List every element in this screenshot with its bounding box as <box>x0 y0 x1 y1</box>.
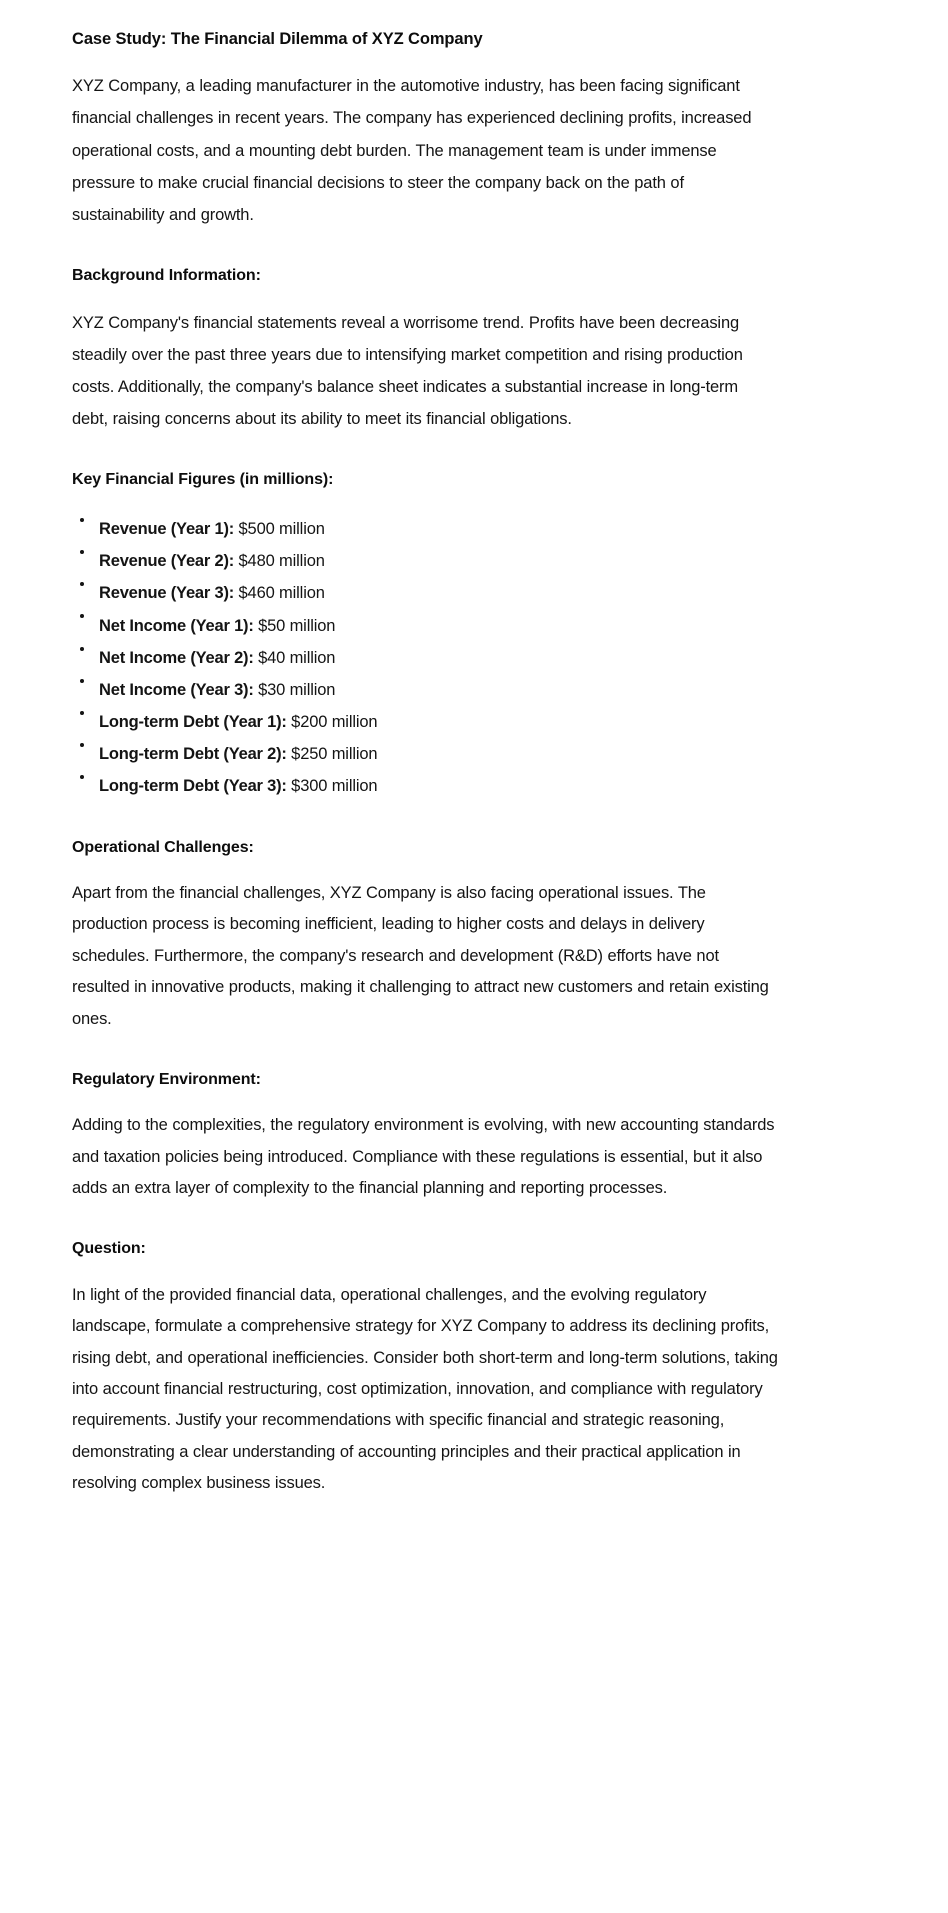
figure-label: Revenue (Year 1): <box>99 520 235 538</box>
page-title: Case Study: The Financial Dilemma of XYZ Company <box>72 30 483 48</box>
bullet-icon <box>80 550 84 554</box>
bullet-icon <box>80 711 84 715</box>
figure-value: $200 million <box>291 713 378 732</box>
bullet-icon <box>80 518 84 522</box>
list-item <box>72 674 778 706</box>
regulatory-environment-paragraph: Adding to the complexities, the regulatory environment is evolving, with new accounting standards and taxation policies being introduced. Compliance with these regulations is essential, but it also adds an extra layer of complexity to the financial planning and reporting processes. <box>72 1116 775 1198</box>
figure-value: $480 million <box>238 552 325 571</box>
bullet-icon <box>80 647 84 651</box>
figure-value: $460 million <box>238 584 325 603</box>
section-heading-question: Question: <box>72 1240 146 1258</box>
bullet-icon <box>80 614 84 618</box>
list-item <box>72 545 778 577</box>
figure-label: Revenue (Year 3): <box>99 584 235 603</box>
figure-value: $250 million <box>291 745 378 764</box>
section-heading-operational-challenges: Operational Challenges: <box>72 838 254 856</box>
figure-label: Long-term Debt (Year 2): <box>99 745 287 764</box>
bullet-icon <box>80 582 84 586</box>
list-item <box>72 738 778 770</box>
figure-label: Net Income (Year 2): <box>99 648 254 667</box>
operational-challenges-paragraph: Apart from the financial challenges, XYZ Company is also facing operational issues. The production process is becoming inefficient, leading to higher costs and delays in delivery schedules. Furthermore, the company's research and development (R&D) efforts have not resulted in innovative products, making it challenging to attract new customers and retain existing ones. <box>72 884 769 1028</box>
figure-value: $300 million <box>291 777 378 796</box>
list-item <box>72 706 778 738</box>
list-item <box>72 770 778 802</box>
question-paragraph: In light of the provided financial data, operational challenges, and the evolving regulatory landscape, formulate a comprehensive strategy for XYZ Company to address its declining profits, rising debt, and operational inefficiencies. Consider both short-term and long-term solutions, taking into account financial restructuring, cost optimization, innovation, and compliance with regulatory requirements. Justify your recommendations with specific financial and strategic reasoning, demonstrating a clear understanding of accounting principles and their practical application in resolving complex business issues. <box>72 1286 778 1493</box>
list-item <box>72 642 778 674</box>
bullet-icon <box>80 743 84 747</box>
figure-label: Long-term Debt (Year 3): <box>99 777 287 796</box>
figure-label: Long-term Debt (Year 1): <box>99 713 287 732</box>
section-heading-background: Background Information: <box>72 267 261 285</box>
intro-paragraph: XYZ Company, a leading manufacturer in the automotive industry, has been facing significant financial challenges in recent years. The company has experienced declining profits, increased operational costs, and a mounting debt burden. The management team is under immense pressure to make crucial financial decisions to steer the company back on the path of sustainability and growth. <box>72 77 752 224</box>
figure-value: $500 million <box>238 520 325 538</box>
list-item <box>72 610 778 642</box>
section-heading-key-financial-figures: Key Financial Figures (in millions): <box>72 471 334 489</box>
section-heading-regulatory-environment: Regulatory Environment: <box>72 1070 261 1088</box>
figure-value: $40 million <box>258 648 336 667</box>
bullet-icon <box>80 679 84 683</box>
key-financial-figures-list <box>72 513 778 803</box>
list-item <box>72 577 778 609</box>
figure-value: $30 million <box>258 680 336 699</box>
figure-value: $50 million <box>258 616 336 635</box>
list-item <box>72 513 778 545</box>
figure-label: Revenue (Year 2): <box>99 552 235 571</box>
figure-label: Net Income (Year 3): <box>99 680 254 699</box>
bullet-icon <box>80 775 84 779</box>
figure-label: Net Income (Year 1): <box>99 616 254 635</box>
background-paragraph: XYZ Company's financial statements reveal a worrisome trend. Profits have been decreasing steadily over the past three years due to intensifying market competition and rising production costs. Additionally, the company's balance sheet indicates a substantial increase in long-term debt, raising concerns about its ability to meet its financial obligations. <box>72 313 743 429</box>
